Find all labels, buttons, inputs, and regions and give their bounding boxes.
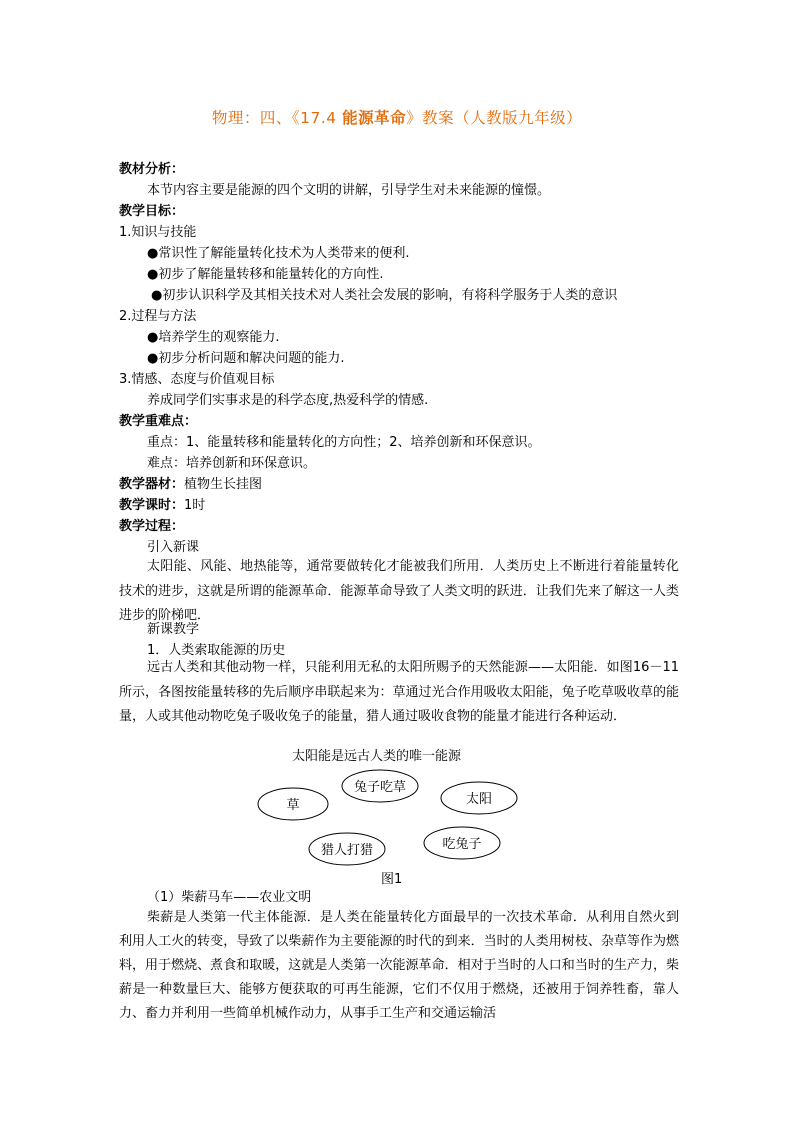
- goal3-text: 养成同学们实事求是的科学态度,热爱科学的情感.: [147, 393, 429, 408]
- title-bold: 能源革命: [342, 109, 407, 127]
- document-title: [0, 106, 794, 128]
- hours-value: 1时: [184, 498, 206, 513]
- title-suffix: 》教案（人教版九年级）: [406, 109, 583, 127]
- goal1-item: ●初步了解能量转移和能量转化的方向性.: [147, 267, 384, 282]
- materials-label: 教学器材：: [119, 477, 185, 492]
- intro-heading: 引入新课: [147, 540, 200, 555]
- era1-heading: （1）柴薪马车——农业文明: [147, 890, 312, 905]
- diagram-node-sun: [441, 782, 517, 814]
- new-lesson-heading: 新课教学: [147, 622, 200, 637]
- diagram-node-grass: [258, 788, 328, 820]
- process-label: 教学过程：: [119, 519, 185, 534]
- goal1-item: ●常识性了解能量转化技术为人类带来的便利.: [147, 246, 410, 261]
- diagram-node-rabbit-eats-grass: [342, 770, 418, 802]
- keypoints-label: 教学重难点：: [119, 414, 198, 429]
- node-label: 草: [286, 798, 300, 813]
- history-heading: 1．人类索取能源的历史: [147, 643, 286, 658]
- goal2-item: ●初步分析问题和解决问题的能力.: [147, 351, 345, 366]
- hours-row: [119, 496, 205, 516]
- diagram-title: 太阳能是远古人类的唯一能源: [292, 749, 462, 764]
- goal3-heading: 3.情感、态度与价值观目标: [119, 372, 275, 387]
- title-prefix: 物理：四、《17.4: [211, 109, 343, 127]
- goals-label: 教学目标：: [119, 204, 185, 219]
- node-label: 兔子吃草: [353, 780, 407, 795]
- keypoints-difficulty: 难点：培养创新和环保意识。: [147, 456, 317, 471]
- intro-paragraph: 太阳能、风能、地热能等，通常要做转化才能被我们所用．人类历史上不断进行着能量转化技术的进步，这就是所谓的能源革命．能源革命导致了人类文明的跃进．让我们先来了解这一人类进步的阶梯吧．: [119, 559, 679, 623]
- materials-value: 植物生长挂图: [184, 477, 263, 492]
- diagram-node-hunter: [309, 833, 385, 865]
- era1-paragraph: 柴薪是人类第一代主体能源．是人类在能量转化方面最早的一次技术革命．从利用自然火到利用人工火的转变，导致了以柴薪作为主要能源的时代的到来．当时的人类用树枝、杂草等作为燃料，用于燃烧、煮食和取暖，这就是人类第一次能源革命．相对于当时的人口和当时的生产力，柴薪是一种数量巨大、能够方便获取的可再生能源，它们不仅用于燃烧，还被用于饲养牲畜，靠人力、畜力并利用一些简单机械作动力，从事手工生产和交通运输活: [119, 910, 679, 1021]
- history-paragraph: 远古人类和其他动物一样，只能利用无私的太阳所赐予的天然能源——太阳能．如图16－11所示，各图按能量转移的先后顺序串联起来为：草通过光合作用吸收太阳能，兔子吃草吸收草的能量，人或其他动物吃兔子吸收兔子的能量，猎人通过吸收食物的能量才能进行各种运动．: [119, 660, 679, 724]
- node-label: 太阳: [465, 792, 493, 807]
- diagram-node-eat-rabbit: [424, 827, 500, 859]
- analysis-text: 本节内容主要是能源的四个文明的讲解，引导学生对未来能源的憧憬。: [147, 183, 551, 198]
- goal1-item: ●初步认识科学及其相关技术对人类社会发展的影响，有将科学服务于人类的意识: [151, 288, 618, 303]
- keypoints-main: 重点：1、能量转移和能量转化的方向性；2、培养创新和环保意识。: [147, 435, 541, 450]
- hours-label: 教学课时：: [119, 498, 185, 513]
- materials-row: [119, 475, 262, 495]
- goal1-heading: 1.知识与技能: [119, 225, 197, 240]
- analysis-label: 教材分析：: [119, 162, 185, 177]
- goal2-item: ●培养学生的观察能力.: [147, 330, 280, 345]
- node-label: 吃兔子: [442, 837, 482, 852]
- figure-caption: 图1: [381, 872, 403, 887]
- goal2-heading: 2.过程与方法: [119, 309, 197, 324]
- node-label: 猎人打猎: [320, 843, 374, 858]
